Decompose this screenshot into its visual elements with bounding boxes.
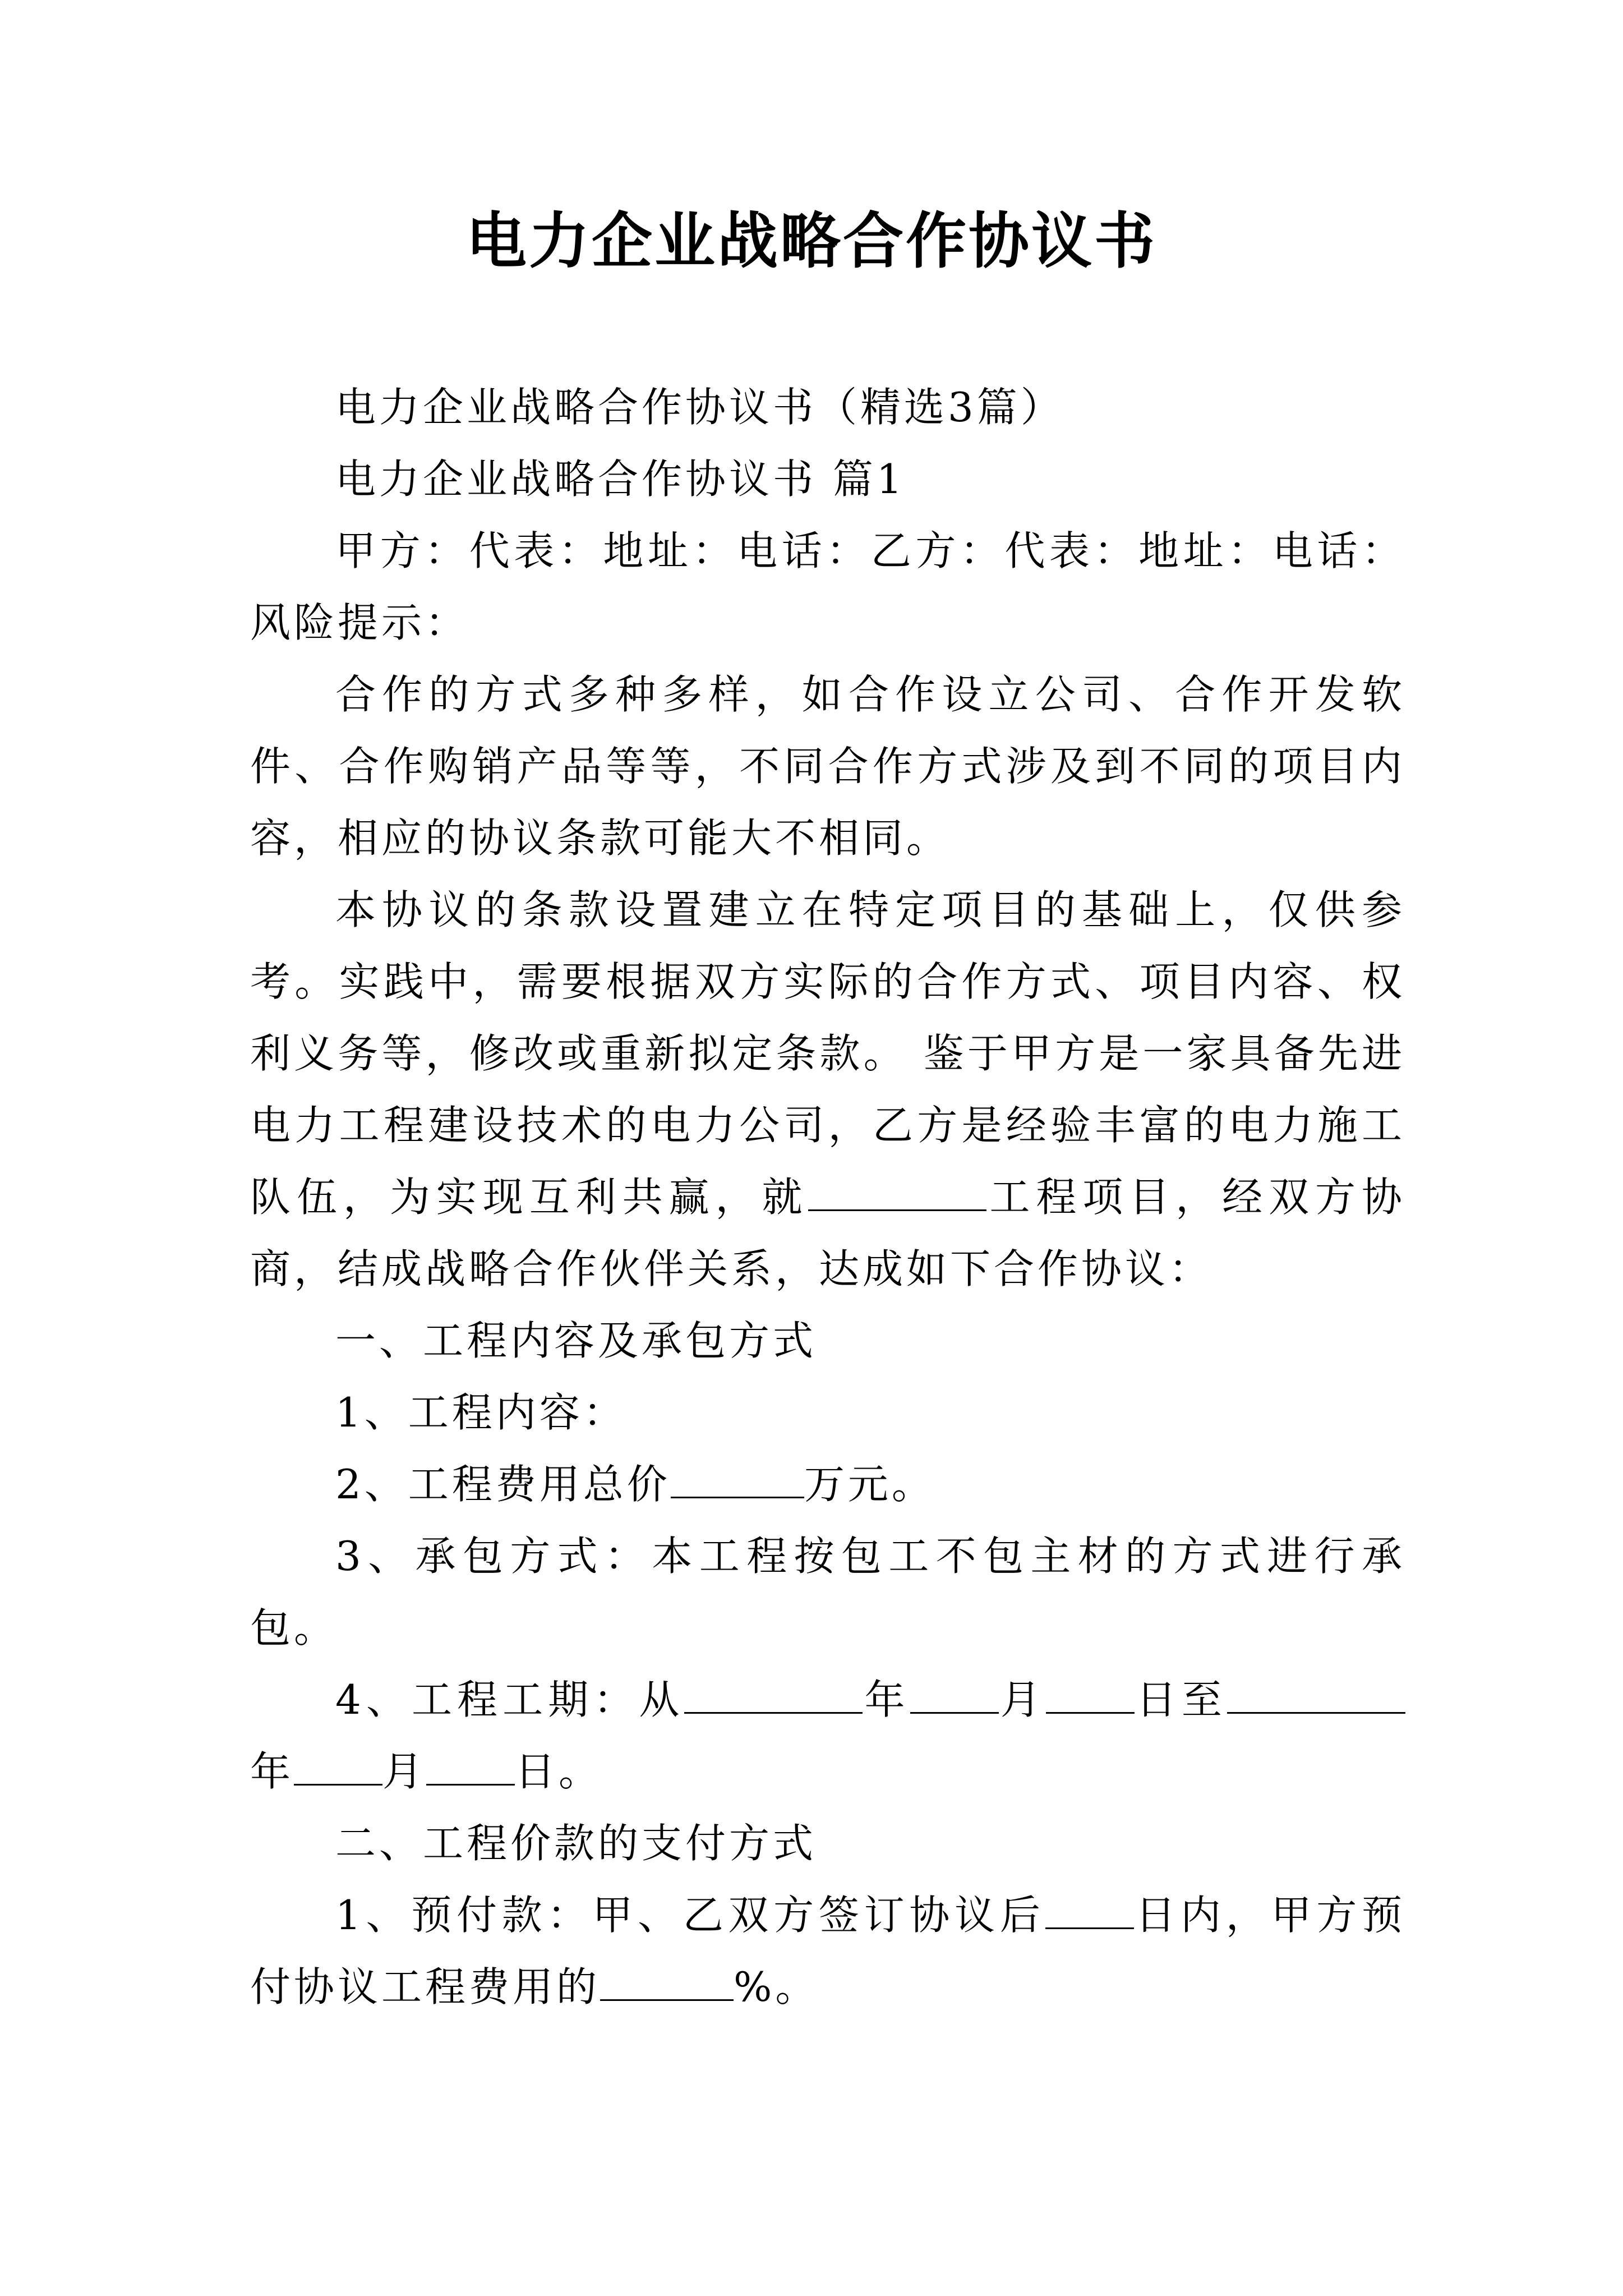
item-1-2 [250,1448,1405,1520]
subtitle: 电力企业战略合作协议书（精选3篇） [335,384,1064,431]
section-heading: 电力企业战略合作协议书 篇1 [335,455,906,503]
item-2-1-label: 1、预付款：甲、乙双方签订协议后 [335,1892,1045,1939]
prepay-days-blank [1045,1887,1134,1929]
end-month-label: 月 [382,1748,427,1795]
item-1-3: 3、承包方式：本工程按包工不包主材的方式进行承包。 [250,1533,1405,1651]
end-year-label: 年 [250,1748,294,1795]
item-1-2-label: 2、工程费用总价 [335,1461,671,1508]
item-1-2-unit: 万元。 [804,1461,935,1508]
parties-line: 甲方：代表：地址：电话：乙方：代表：地址：电话：风险提示： [250,527,1405,646]
risk-paragraph-2 [250,874,1405,1305]
start-month-blank [910,1672,999,1714]
item-1-4 [250,1664,1405,1807]
section-2-heading: 二、工程价款的支付方式 [335,1820,817,1867]
total-price-blank [671,1456,804,1498]
start-year-blank [684,1672,863,1714]
risk-paragraph-2-part-a: 本协议的条款设置建立在特定项目的基础上，仅供参考。实践中，需要根据双方实际的合作方式、项目内容、权利义务等，修改或重新拟定条款。 鉴于甲方是一家具备先进电力工程建设技术的电力公司，乙方是经验丰富的电力施工队伍，为实现互利共赢，就 [250,886,1405,1221]
start-day-blank [1046,1672,1135,1714]
item-1-1: 1、工程内容： [335,1389,627,1436]
item-2-1 [250,1879,1405,2023]
item-2-1-middle: 日内，甲方预付协议工程费用的 [250,1892,1405,2010]
document-body [250,371,1405,2023]
document-title: 电力企业战略合作协议书 [465,206,1157,277]
end-day-label: 日。 [515,1748,603,1795]
risk-paragraph-2-part-b: 工程项目，经双方协商，结成战略合作伙伴关系，达成如下合作协议： [250,1174,1405,1292]
start-year-label: 年 [863,1676,910,1723]
project-name-blank [808,1169,986,1211]
risk-paragraph-1: 合作的方式多种多样，如合作设立公司、合作开发软件、合作购销产品等等，不同合作方式涉及到不同的项目内容，相应的协议条款可能大不相同。 [250,671,1405,862]
item-1-4-label: 4、工程工期：从 [335,1676,685,1723]
end-day-blank [426,1743,515,1786]
start-month-label: 月 [998,1676,1046,1723]
end-year-blank [1227,1672,1405,1714]
prepay-percent-blank [600,1959,734,2001]
item-2-1-percent: %。 [734,1963,819,2010]
end-month-blank [294,1743,382,1786]
section-1-heading: 一、工程内容及承包方式 [335,1317,817,1364]
start-day-to-label: 日至 [1134,1676,1227,1723]
